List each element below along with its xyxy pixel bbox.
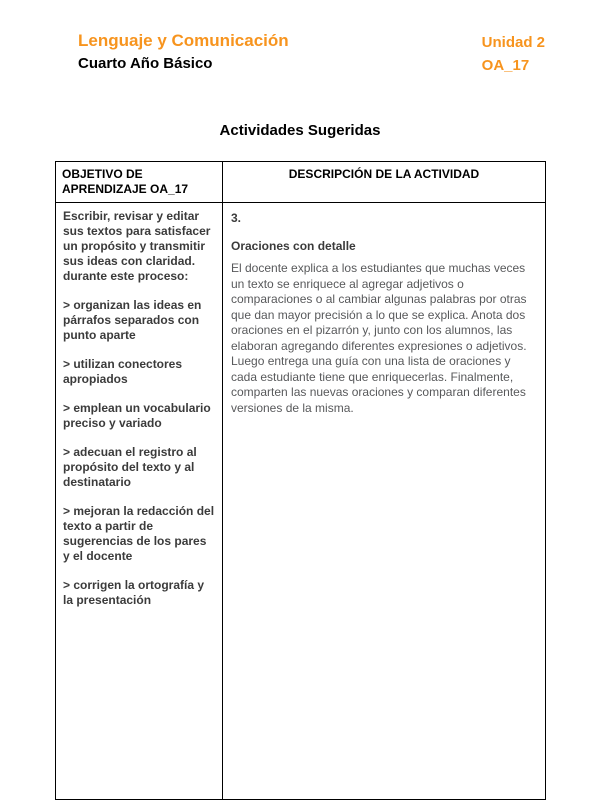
table-body-row <box>56 203 546 800</box>
header-left-block <box>78 30 289 74</box>
subject-title: Lenguaje y Comunicación <box>78 31 289 50</box>
oa-code-label: OA_17 <box>481 57 530 74</box>
activity-title: Oraciones con detalle <box>231 239 356 253</box>
activities-table <box>55 161 546 800</box>
objective-item: > organizan las ideas en párrafos separados con punto aparte <box>63 298 202 342</box>
activity-column-header: DESCRIPCIÓN DE LA ACTIVIDAD <box>223 162 546 203</box>
header-right-block <box>482 30 545 76</box>
objective-cell <box>56 203 223 800</box>
objective-item: > mejoran la redacción del texto a partir de sugerencias de los pares y el docente <box>63 504 215 563</box>
objective-item: > emplean un vocabulario preciso y variado <box>63 401 211 430</box>
objective-item: > utilizan conectores apropiados <box>63 357 183 386</box>
objective-item: > corrigen la ortografía y la presentación <box>63 578 205 607</box>
document-header <box>0 0 600 76</box>
table-header-row <box>56 162 546 203</box>
unit-label: Unidad 2 <box>481 34 545 51</box>
activity-number: 3. <box>231 211 242 225</box>
objective-item: > adecuan el registro al propósito del texto y al destinatario <box>63 445 197 489</box>
objective-intro: Escribir, revisar y editar sus textos para satisfacer un propósito y transmitir sus ideas con claridad. durante este proceso: <box>63 209 211 283</box>
activity-description: El docente explica a los estudiantes que muchas veces un texto se enriquece al agregar adjetivos o comparaciones o al cambiar algunas palabras por otras que dan mayor precisión a lo que se explica. Anota dos oraciones en el pizarrón y, junto con los alumnos, las elaboran agregando diferentes expresiones o adjetivos. Luego entrega una guía con una lista de oraciones y cada estudiante tiene que enriquecerlas. Finalmente, comparten las nuevas oraciones y comparan diferentes versiones de la misma. <box>231 261 527 415</box>
grade-title: Cuarto Año Básico <box>78 55 213 72</box>
page-title: Actividades Sugeridas <box>219 122 381 139</box>
objective-column-header: OBJETIVO DE APRENDIZAJE OA_17 <box>56 162 223 203</box>
activity-cell <box>223 203 546 800</box>
